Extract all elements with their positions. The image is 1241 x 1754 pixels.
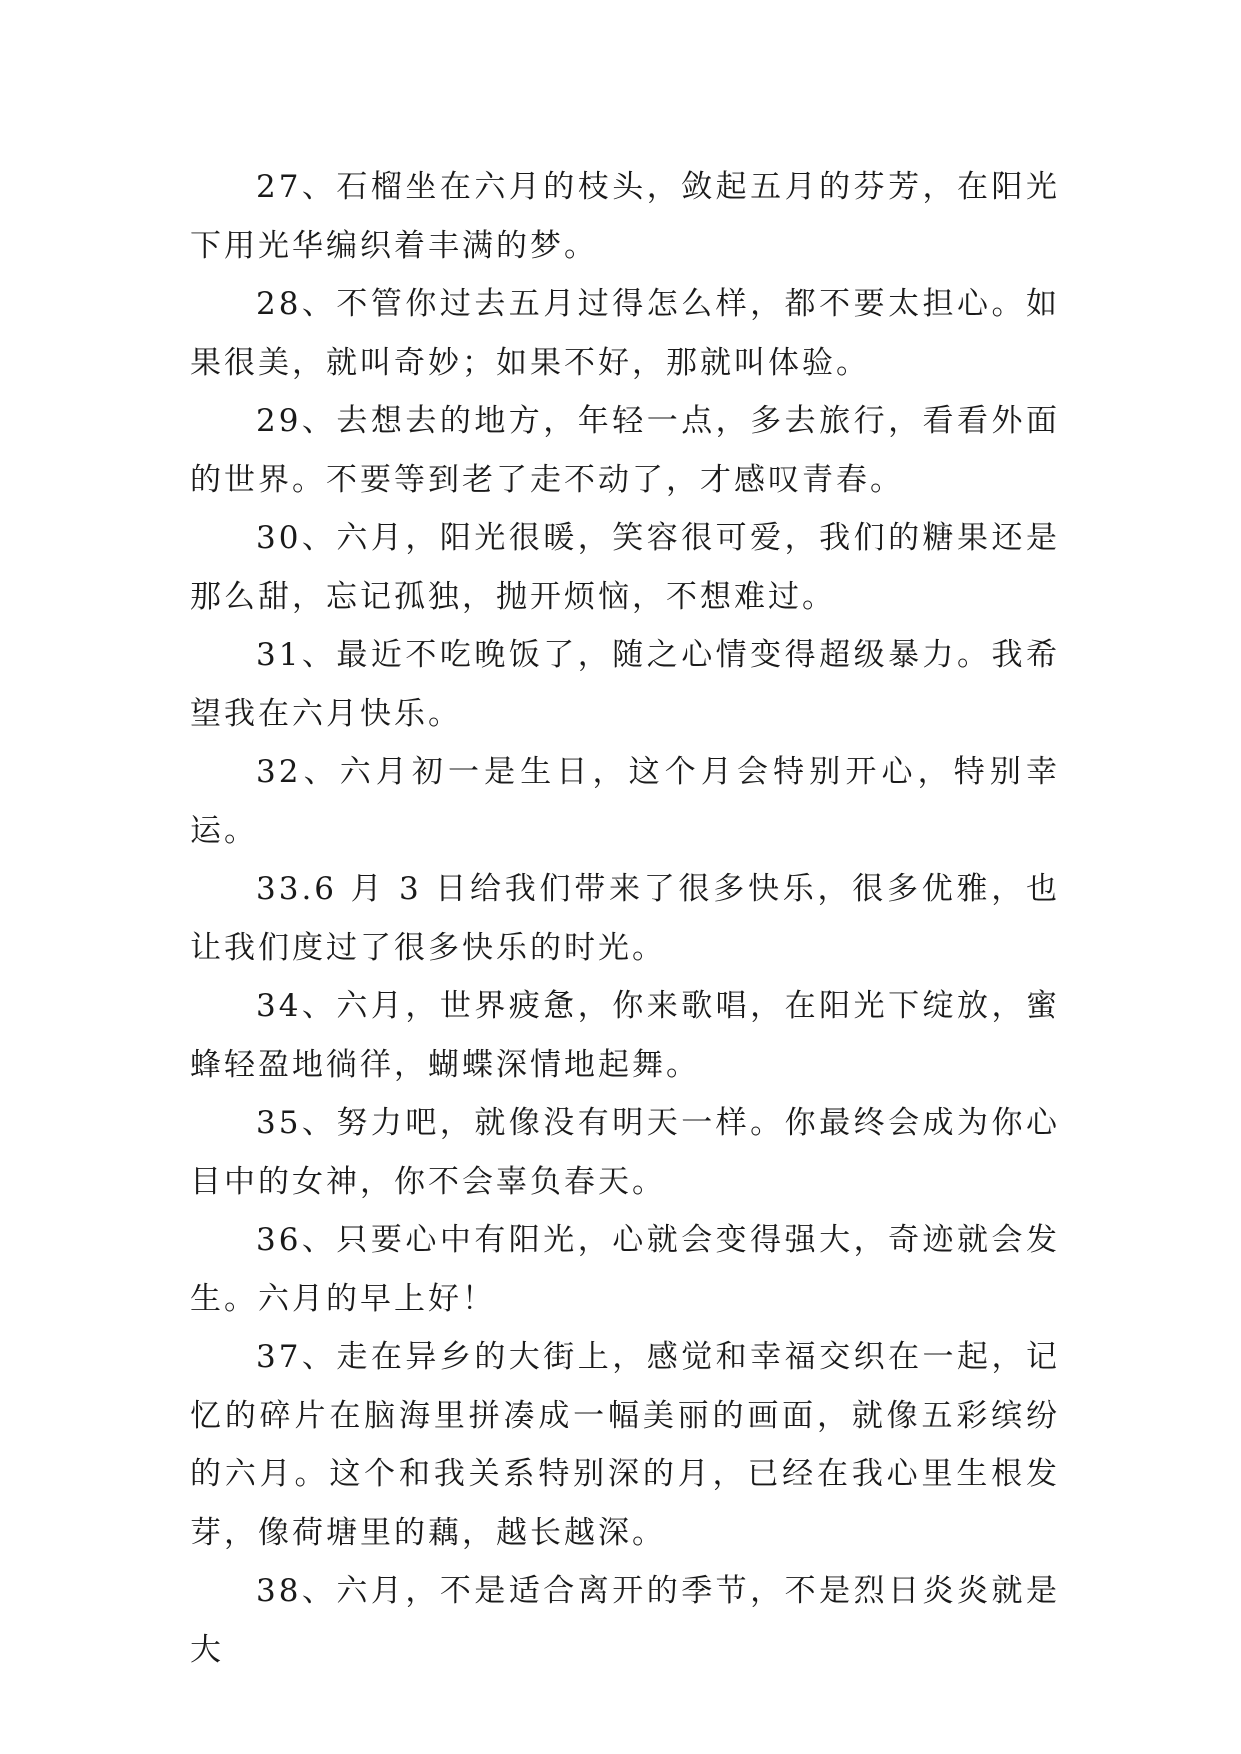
paragraph-35: 35、努力吧，就像没有明天一样。你最终会成为你心目中的女神，你不会辜负春天。 — [190, 1105, 1060, 1200]
paragraph-28: 28、不管你过去五月过得怎么样，都不要太担心。如果很美，就叫奇妙；如果不好，那就叫体验。 — [190, 286, 1060, 381]
paragraph-33: 33.6 月 3 日给我们带来了很多快乐，很多优雅，也让我们度过了很多快乐的时光。 — [190, 871, 1060, 966]
paragraph-36: 36、只要心中有阳光，心就会变得强大，奇迹就会发生。六月的早上好！ — [190, 1222, 1060, 1317]
paragraph-31: 31、最近不吃晚饭了，随之心情变得超级暴力。我希望我在六月快乐。 — [190, 637, 1060, 732]
paragraph-37: 37、走在异乡的大街上，感觉和幸福交织在一起，记忆的碎片在脑海里拼凑成一幅美丽的画面，就像五彩缤纷的六月。这个和我关系特别深的月，已经在我心里生根发芽，像荷塘里的藕，越长越深。 — [190, 1339, 1060, 1551]
paragraph-29: 29、去想去的地方，年轻一点，多去旅行，看看外面的世界。不要等到老了走不动了，才感叹青春。 — [190, 403, 1060, 498]
paragraph-32: 32、六月初一是生日，这个月会特别开心，特别幸运。 — [190, 754, 1060, 849]
paragraph-34: 34、六月，世界疲惫，你来歌唱，在阳光下绽放，蜜蜂轻盈地徜徉，蝴蝶深情地起舞。 — [190, 988, 1060, 1083]
paragraph-30: 30、六月，阳光很暖，笑容很可爱，我们的糖果还是那么甜，忘记孤独，抛开烦恼，不想难过。 — [190, 520, 1060, 615]
paragraph-27: 27、石榴坐在六月的枝头，敛起五月的芬芳，在阳光下用光华编织着丰满的梦。 — [190, 169, 1060, 264]
paragraph-38: 38、六月，不是适合离开的季节，不是烈日炎炎就是大 — [190, 1573, 1060, 1668]
document-body — [190, 158, 1060, 1679]
